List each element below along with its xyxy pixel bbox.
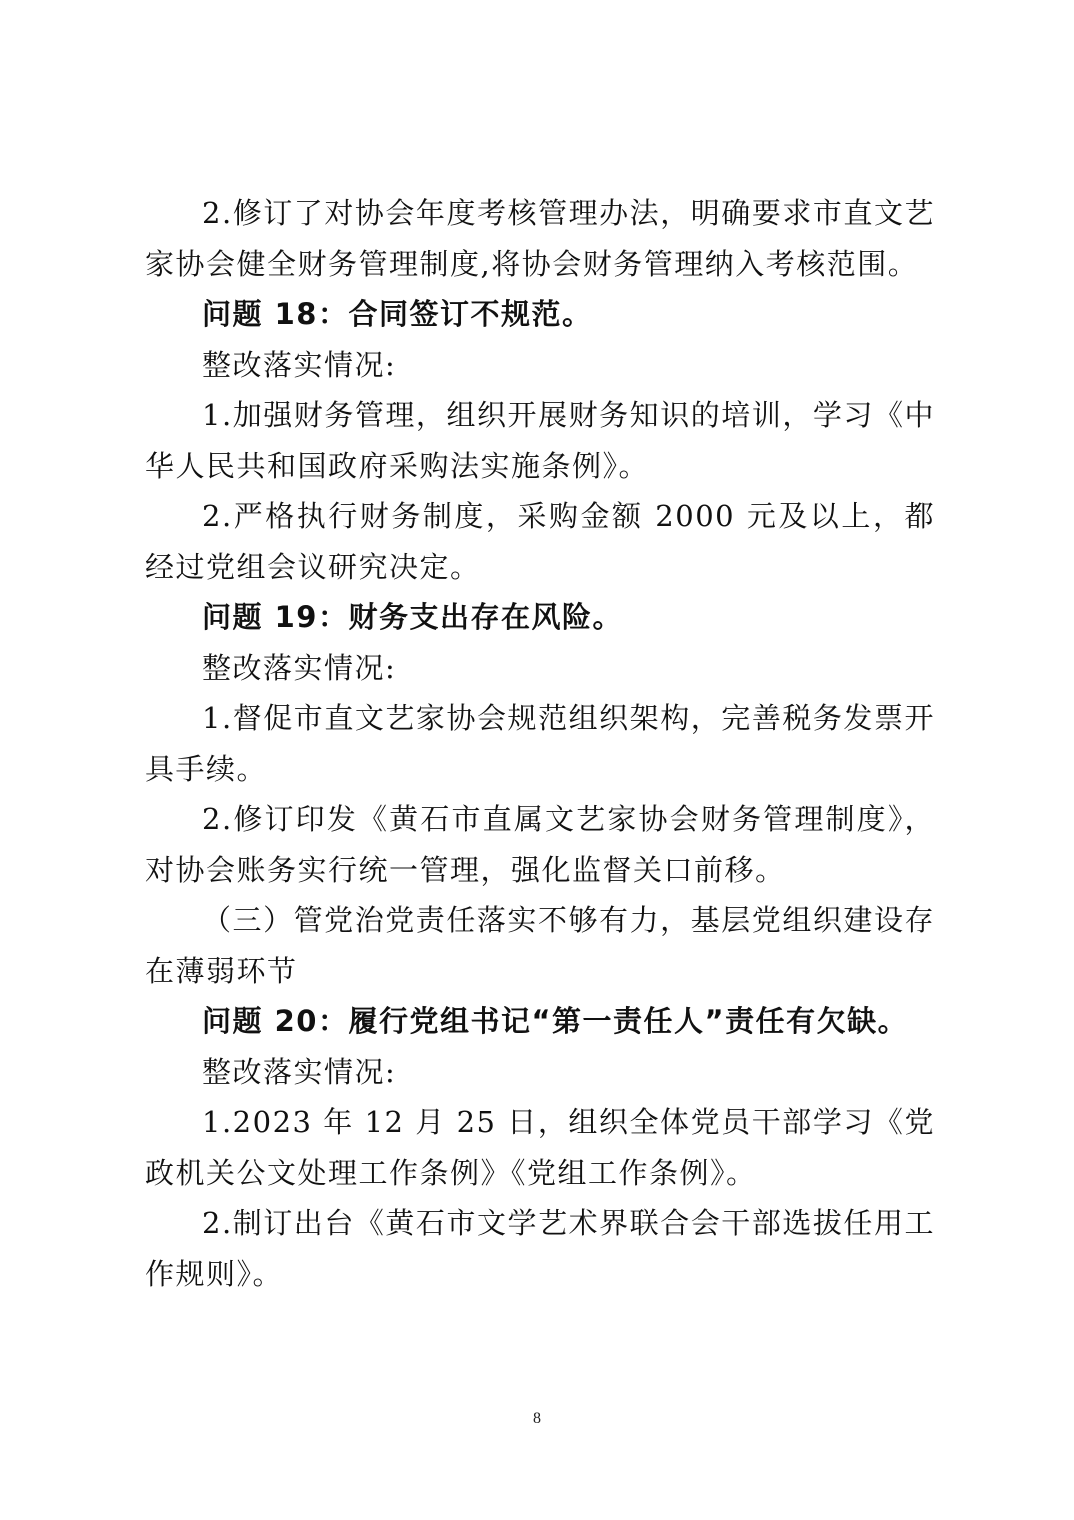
paragraph-finance-system-revision: 2.修订印发《黄石市直属文艺家协会财务管理制度》，对协会账务实行统一管理，强化监督关口前移。 — [145, 802, 935, 887]
issue-19-heading: 问题 19：财务支出存在风险。 — [202, 600, 623, 634]
section-three-heading: （三）管党治党责任落实不够有力，基层党组织建设存在薄弱环节 — [145, 903, 935, 988]
rectification-label: 整改落实情况: — [202, 347, 397, 382]
paragraph-finance-assessment: 2.修订了对协会年度考核管理办法，明确要求市直文艺家协会健全财务管理制度,将协会财务管理纳入考核范围。 — [145, 196, 935, 281]
paragraph-cadre-rules: 2.制订出台《黄石市文学艺术界联合会干部选拔任用工作规则》。 — [145, 1206, 935, 1291]
paragraph-procurement-rule: 2.严格执行财务制度，采购金额 2000 元及以上，都经过党组会议研究决定。 — [145, 499, 935, 584]
issue-20-heading: 问题 20：履行党组书记“第一责任人”责任有欠缺。 — [202, 1004, 909, 1038]
issue-18-heading: 问题 18：合同签订不规范。 — [202, 297, 593, 331]
paragraph-finance-training: 1.加强财务管理，组织开展财务知识的培训，学习《中华人民共和国政府采购法实施条例》。 — [145, 398, 935, 483]
paragraph-study-session: 1.2023 年 12 月 25 日，组织全体党员干部学习《党政机关公文处理工作条例》《党组工作条例》。 — [145, 1105, 935, 1190]
page-number: 8 — [533, 1410, 541, 1427]
document-body — [145, 188, 935, 1299]
rectification-label: 整改落实情况: — [202, 650, 397, 685]
rectification-label: 整改落实情况: — [202, 1054, 397, 1089]
paragraph-organization-structure: 1.督促市直文艺家协会规范组织架构，完善税务发票开具手续。 — [145, 701, 935, 786]
